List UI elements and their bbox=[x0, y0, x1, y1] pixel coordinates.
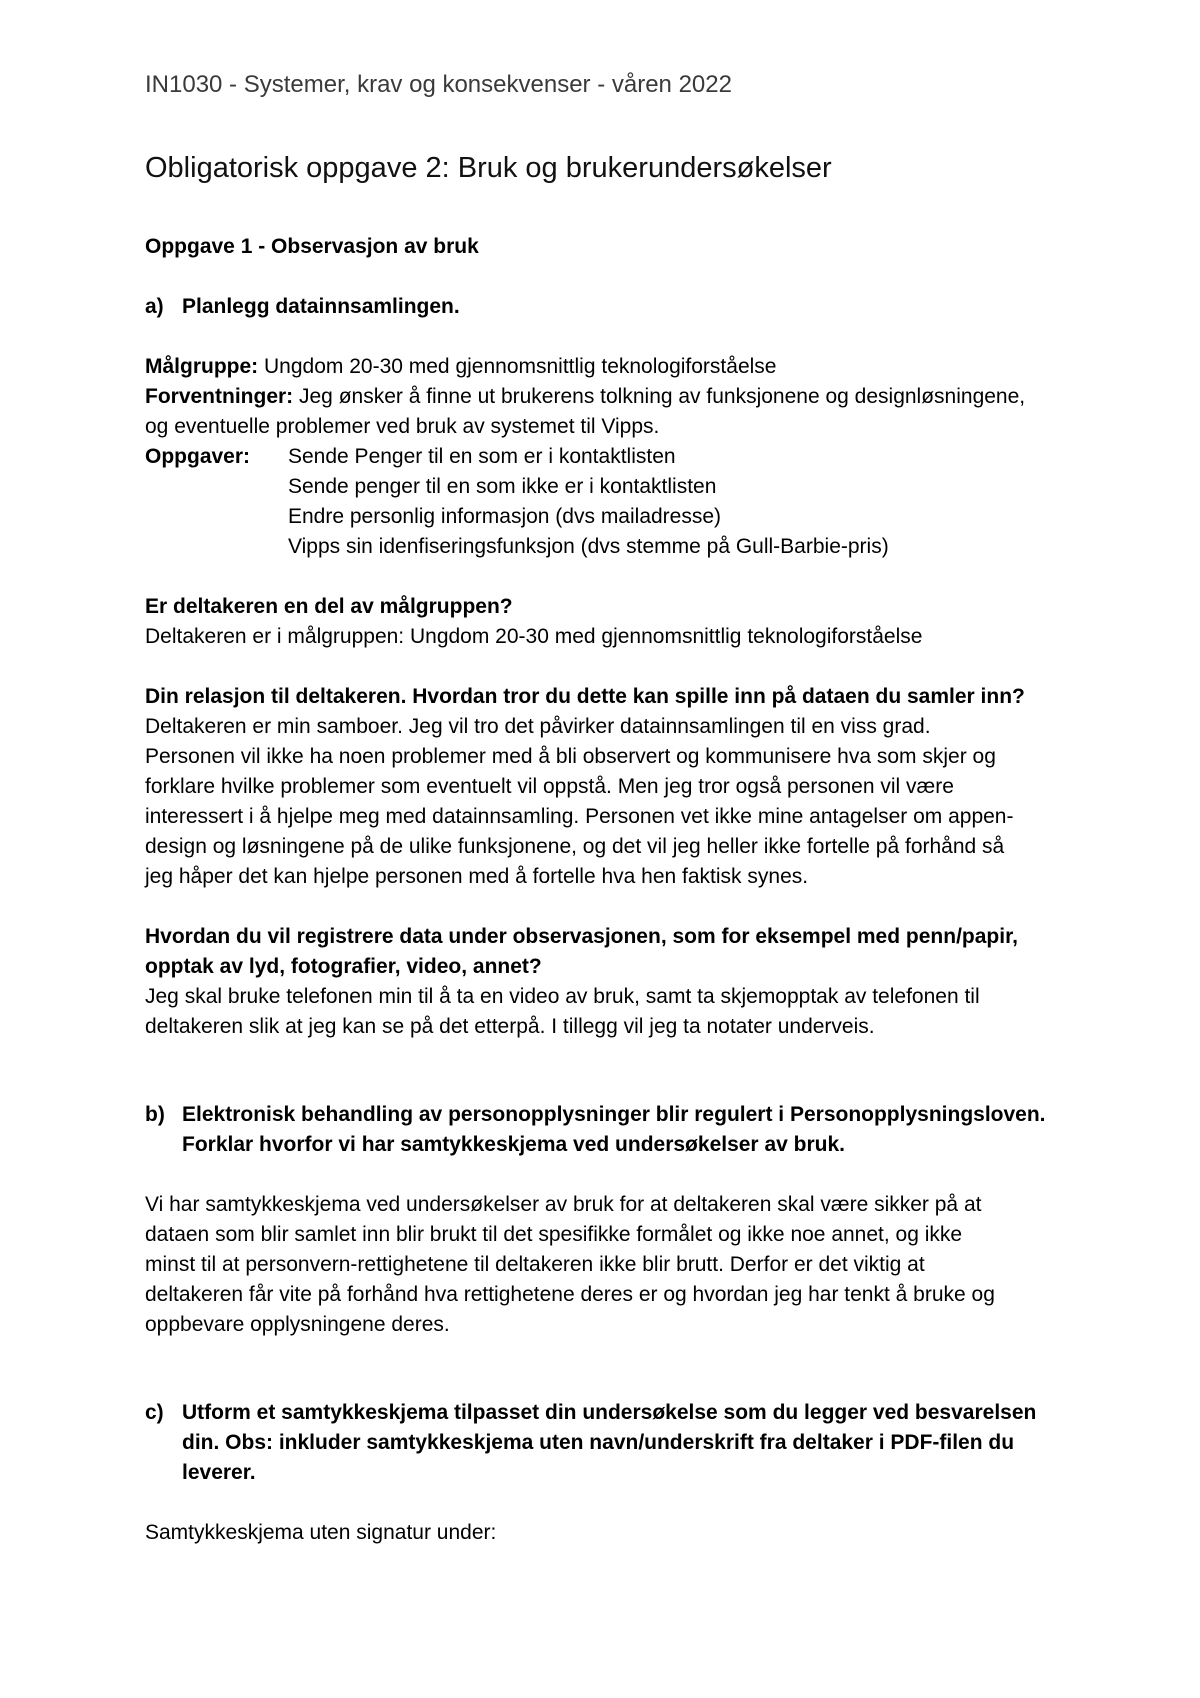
task1-heading: Oppgave 1 - Observasjon av bruk bbox=[145, 235, 479, 258]
section-c-heading bbox=[145, 1398, 1105, 1488]
answer-2-line: jeg håper det kan hjelpe personen med å fortelle hva hen faktisk synes. bbox=[145, 865, 809, 888]
forventninger-line bbox=[145, 382, 1105, 412]
section-a-heading bbox=[145, 292, 1105, 322]
section-b-heading bbox=[145, 1100, 1105, 1160]
section-b-title-line: Forklar hvorfor vi har samtykkeskjema ved undersøkelser av bruk. bbox=[182, 1133, 845, 1156]
answer-3-line: deltakeren slik at jeg kan se på det etterpå. I tillegg vil jeg ta notater underveis. bbox=[145, 1015, 875, 1038]
course-header: IN1030 - Systemer, krav og konsekvenser - våren 2022 bbox=[145, 71, 732, 98]
malgruppe-label: Målgruppe: bbox=[145, 355, 259, 378]
question-1-block bbox=[145, 592, 1105, 652]
forventninger-line-2: og eventuelle problemer ved bruk av systemet til Vipps. bbox=[145, 415, 660, 438]
answer-2-line: design og løsningene på de ulike funksjonene, og det vil jeg heller ikke fortelle på forhånd så bbox=[145, 835, 1005, 858]
section-b-answer-line: deltakeren får vite på forhånd hva rettighetene deres er og hvordan jeg har tenkt å bruke og bbox=[145, 1283, 995, 1306]
section-b-answer bbox=[145, 1190, 1105, 1340]
malgruppe-text: Ungdom 20-30 med gjennomsnittlig teknologiforståelse bbox=[258, 355, 777, 378]
answer-2-line: Deltakeren er min samboer. Jeg vil tro det påvirker datainnsamlingen til en viss grad. bbox=[145, 715, 931, 738]
oppgave-item: Vipps sin idenfiseringsfunksjon (dvs stemme på Gull-Barbie-pris) bbox=[288, 535, 889, 558]
malgruppe-line bbox=[145, 352, 1105, 382]
answer-1: Deltakeren er i målgruppen: Ungdom 20-30 med gjennomsnittlig teknologiforståelse bbox=[145, 625, 923, 648]
section-c-title-line: Utform et samtykkeskjema tilpasset din undersøkelse som du legger ved besvarelsen bbox=[182, 1401, 1037, 1424]
question-3-line: Hvordan du vil registrere data under observasjonen, som for eksempel med penn/papir, bbox=[145, 925, 1018, 948]
question-2-block bbox=[145, 682, 1105, 892]
section-b-title-line: Elektronisk behandling av personopplysninger blir regulert i Personopplysningsloven. bbox=[182, 1103, 1046, 1126]
section-c-title bbox=[182, 1398, 1036, 1488]
document-content bbox=[145, 70, 1105, 1548]
forventninger-text: Jeg ønsker å finne ut brukerens tolkning av funksjonene og designløsningene, bbox=[293, 385, 1026, 408]
section-a-title: Planlegg datainnsamlingen. bbox=[182, 295, 460, 318]
section-c-title-line: leverer. bbox=[182, 1461, 256, 1484]
forventninger-label: Forventninger: bbox=[145, 385, 294, 408]
oppgaver-label: Oppgaver: bbox=[145, 445, 251, 468]
section-a-details bbox=[145, 352, 1105, 562]
oppgave-item: Endre personlig informasjon (dvs mailadresse) bbox=[288, 505, 722, 528]
answer-2-line: forklare hvilke problemer som eventuelt vil oppstå. Men jeg tror også personen vil være bbox=[145, 775, 954, 798]
answer-2-line: interessert i å hjelpe meg med datainnsamling. Personen vet ikke mine antagelser om appen- bbox=[145, 805, 1014, 828]
section-c-title-line: din. Obs: inkluder samtykkeskjema uten navn/underskrift fra deltaker i PDF-filen du bbox=[182, 1431, 1015, 1454]
question-3-block bbox=[145, 922, 1105, 1042]
section-b-answer-line: Vi har samtykkeskjema ved undersøkelser av bruk for at deltakeren skal være sikker på at bbox=[145, 1193, 982, 1216]
question-2: Din relasjon til deltakeren. Hvordan tror du dette kan spille inn på dataen du samler inn? bbox=[145, 685, 1025, 708]
answer-3-line: Jeg skal bruke telefonen min til å ta en video av bruk, samt ta skjemopptak av telefonen til bbox=[145, 985, 980, 1008]
section-b-marker: b) bbox=[145, 1103, 165, 1126]
section-a-marker: a) bbox=[145, 295, 164, 318]
section-b-title bbox=[182, 1100, 1046, 1160]
oppgave-item: Sende penger til en som ikke er i kontaktlisten bbox=[288, 475, 717, 498]
answer-2-line: Personen vil ikke ha noen problemer med å bli observert og kommunisere hva som skjer og bbox=[145, 745, 996, 768]
section-b-answer-line: dataen som blir samlet inn blir brukt til det spesifikke formålet og ikke noe annet, og ikke bbox=[145, 1223, 963, 1246]
section-c-answer: Samtykkeskjema uten signatur under: bbox=[145, 1521, 497, 1544]
section-c-marker: c) bbox=[145, 1401, 164, 1424]
question-3-line: opptak av lyd, fotografier, video, annet? bbox=[145, 955, 542, 978]
section-b-answer-line: oppbevare opplysningene deres. bbox=[145, 1313, 450, 1336]
oppgave-item: Sende Penger til en som er i kontaktlisten bbox=[288, 445, 676, 468]
oppgaver-row bbox=[145, 442, 1105, 472]
question-1: Er deltakeren en del av målgruppen? bbox=[145, 595, 513, 618]
document-title: Obligatorisk oppgave 2: Bruk og brukerundersøkelser bbox=[145, 152, 832, 184]
section-b-answer-line: minst til at personvern-rettighetene til deltakeren ikke blir brutt. Derfor er det viktig at bbox=[145, 1253, 925, 1276]
